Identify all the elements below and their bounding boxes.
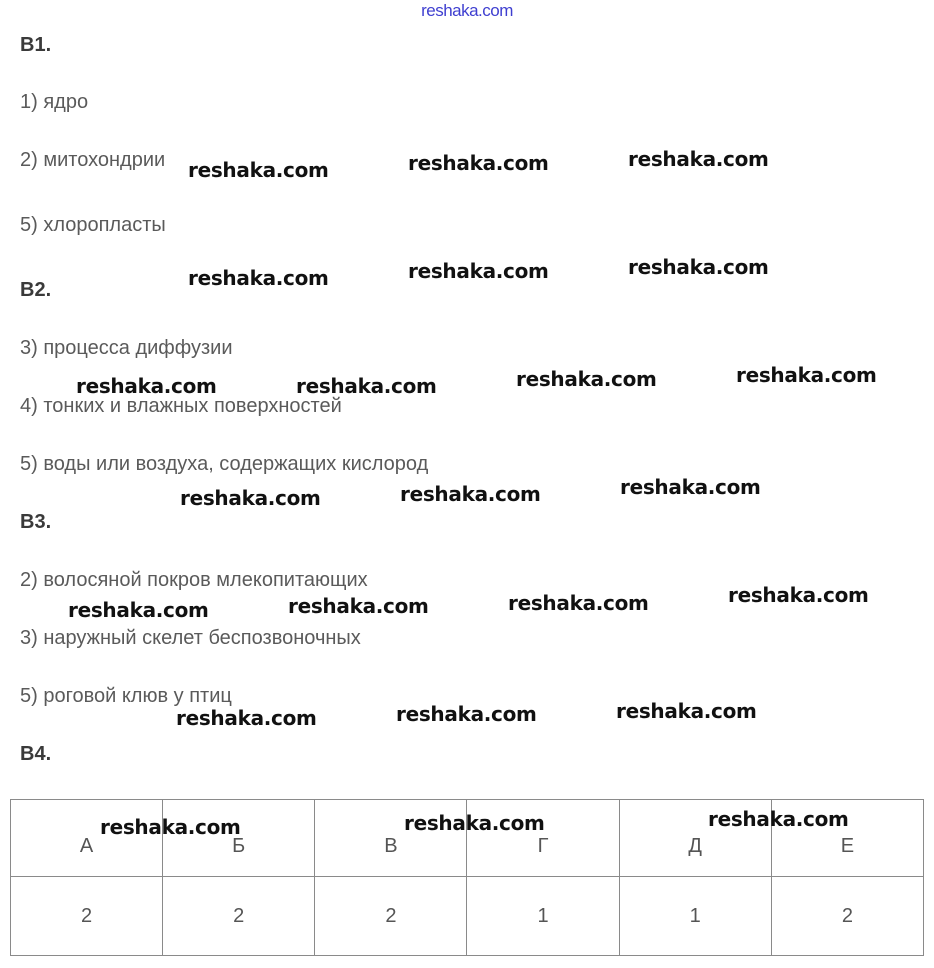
table-value-cell: 2 bbox=[315, 877, 467, 956]
watermark-text: reshaka.com bbox=[176, 706, 317, 730]
table-value-cell: 2 bbox=[771, 877, 923, 956]
b2-answer-3: 5) воды или воздуха, содержащих кислород bbox=[20, 453, 429, 475]
watermark-text: reshaka.com bbox=[188, 266, 329, 290]
b2-answer-2: 4) тонких и влажных поверхностей bbox=[20, 395, 342, 417]
table-value-row bbox=[11, 877, 924, 956]
table-header-cell: Б bbox=[163, 800, 315, 877]
table-value-cell: 2 bbox=[163, 877, 315, 956]
watermark-text: reshaka.com bbox=[76, 374, 217, 398]
watermark-text: reshaka.com bbox=[296, 374, 437, 398]
table-header-cell: А bbox=[11, 800, 163, 877]
table-header-cell: Е bbox=[771, 800, 923, 877]
b2-answer-1: 3) процесса диффузии bbox=[20, 337, 233, 359]
watermark-text: reshaka.com bbox=[396, 702, 537, 726]
b3-answer-2: 3) наружный скелет беспозвоночных bbox=[20, 627, 361, 649]
watermark-text: reshaka.com bbox=[100, 815, 241, 839]
b1-answer-1: 1) ядро bbox=[20, 91, 89, 113]
watermark-text: reshaka.com bbox=[68, 598, 209, 622]
table-header-cell: Г bbox=[467, 800, 619, 877]
watermark-text: reshaka.com bbox=[408, 151, 549, 175]
section-b4-title: В4. bbox=[20, 743, 52, 765]
b3-answer-1: 2) волосяной покров млекопитающих bbox=[20, 569, 368, 591]
watermark-text: reshaka.com bbox=[508, 591, 649, 615]
watermark-text: reshaka.com bbox=[620, 475, 761, 499]
watermark-text: reshaka.com bbox=[628, 147, 769, 171]
watermark-text: reshaka.com bbox=[708, 807, 849, 831]
watermark-text: reshaka.com bbox=[180, 486, 321, 510]
watermark-text: reshaka.com bbox=[404, 811, 545, 835]
watermark-text: reshaka.com bbox=[516, 367, 657, 391]
b1-answer-3: 5) хлоропласты bbox=[20, 214, 166, 236]
watermark-text: reshaka.com bbox=[728, 583, 869, 607]
table-value-cell: 1 bbox=[619, 877, 771, 956]
watermark-text: reshaka.com bbox=[628, 255, 769, 279]
watermark-text: reshaka.com bbox=[400, 482, 541, 506]
table-value-cell: 1 bbox=[467, 877, 619, 956]
site-watermark: reshaka.com bbox=[421, 1, 513, 20]
b1-answer-2: 2) митохондрии bbox=[20, 149, 166, 171]
section-b3-title: В3. bbox=[20, 511, 52, 533]
watermark-text: reshaka.com bbox=[736, 363, 877, 387]
watermark-text: reshaka.com bbox=[188, 158, 329, 182]
b3-answer-3: 5) роговой клюв у птиц bbox=[20, 685, 232, 707]
section-b1-title: В1. bbox=[20, 34, 52, 56]
watermark-text: reshaka.com bbox=[616, 699, 757, 723]
section-b2-title: В2. bbox=[20, 279, 52, 301]
watermark-text: reshaka.com bbox=[408, 259, 549, 283]
table-value-cell: 2 bbox=[11, 877, 163, 956]
table-header-cell: В bbox=[315, 800, 467, 877]
table-header-cell: Д bbox=[619, 800, 771, 877]
watermark-text: reshaka.com bbox=[288, 594, 429, 618]
